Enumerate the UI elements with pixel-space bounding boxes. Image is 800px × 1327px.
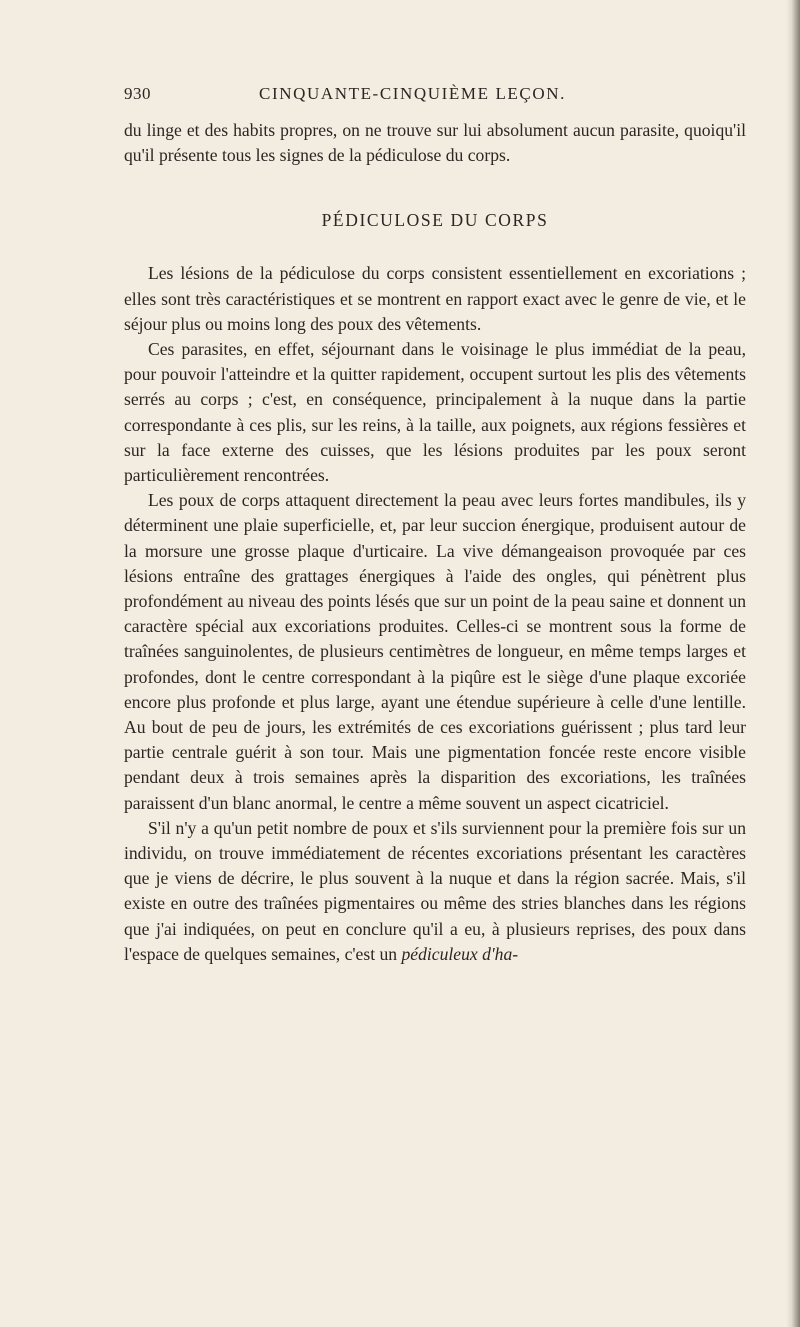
body-paragraph-4 xyxy=(124,816,746,967)
paragraph-4-text: S'il n'y a qu'un petit nombre de poux et s'ils surviennent pour la première fois sur un individu, on trouve immédiatement de récentes excoriations présentant les caractères que je viens de décrire, le plus souvent à la nuque et dans la région sacrée. Mais, s'il existe en outre des traînées pigmentaires ou même des stries blanches dans les régions que j'ai indiquées, on peut en conclure qu'il a eu, à plusieurs reprises, des poux dans l'espace de quelques semaines, c'est un xyxy=(124,817,746,964)
body-paragraph-3: Les poux de corps attaquent directement la peau avec leurs fortes mandibules, ils y déterminent une plaie superficielle, et, par leur succion énergique, produisent autour de la morsure une grosse plaque d'urticaire. La vive démangeaison provoquée par ces lésions entraîne des grattages énergiques à l'aide des ongles, qui pénètrent plus profondément au niveau des points lésés que sur un point de la peau saine et donnent un caractère spécial aux excoriations produites. Celles-ci se montrent sous la forme de traînées sanguinolentes, de plusieurs centimètres de longueur, en même temps larges et profondes, dont le centre correspondant à la piqûre est le siège d'une plaque excoriée encore plus profonde et plus large, ayant une étendue supérieure à celle d'une lentille. Au bout de peu de jours, les extrémités de ces excoriations guérissent ; plus tard leur partie centrale guérit à son tour. Mais une pigmentation foncée reste encore visible pendant deux à trois semaines après la disparition des excoriations, les traînées paraissent d'un blanc anormal, le centre a même souvent un aspect cicatriciel. xyxy=(124,490,746,813)
running-title: CINQUANTE-CINQUIÈME LEÇON. xyxy=(259,84,566,103)
body-paragraph-2: Ces parasites, en effet, séjournant dans le voisinage le plus immédiat de la peau, pour pouvoir l'atteindre et la quitter rapidement, occupent surtout les plis des vêtements serrés au corps ; c'est, en conséquence, principalement à la nuque dans la partie correspondante à ces plis, sur les reins, à la taille, aux poignets, aux régions fessières et sur la face externe des cuisses, que les lésions produites par les poux seront particulièrement rencontrées. xyxy=(124,339,746,486)
page-edge-shadow xyxy=(786,0,800,1327)
book-page xyxy=(124,84,746,967)
running-header xyxy=(124,84,746,114)
body-paragraph-1: Les lésions de la pédiculose du corps consistent essentiellement en excoriations ; elles sont très caractéristiques et se montrent en rapport exact avec le genre de vie, et le séjour plus ou moins long des poux des vêtements. xyxy=(124,263,746,334)
page-number: 930 xyxy=(124,84,151,103)
section-heading: PÉDICULOSE DU CORPS xyxy=(321,210,549,231)
paragraph-4-italic-tail: pédiculeux d'ha- xyxy=(401,943,519,964)
continued-paragraph: du linge et des habits propres, on ne trouve sur lui absolument aucun parasite, quoiqu'il qu'il présente tous les signes de la pédiculose du corps. xyxy=(124,120,746,166)
